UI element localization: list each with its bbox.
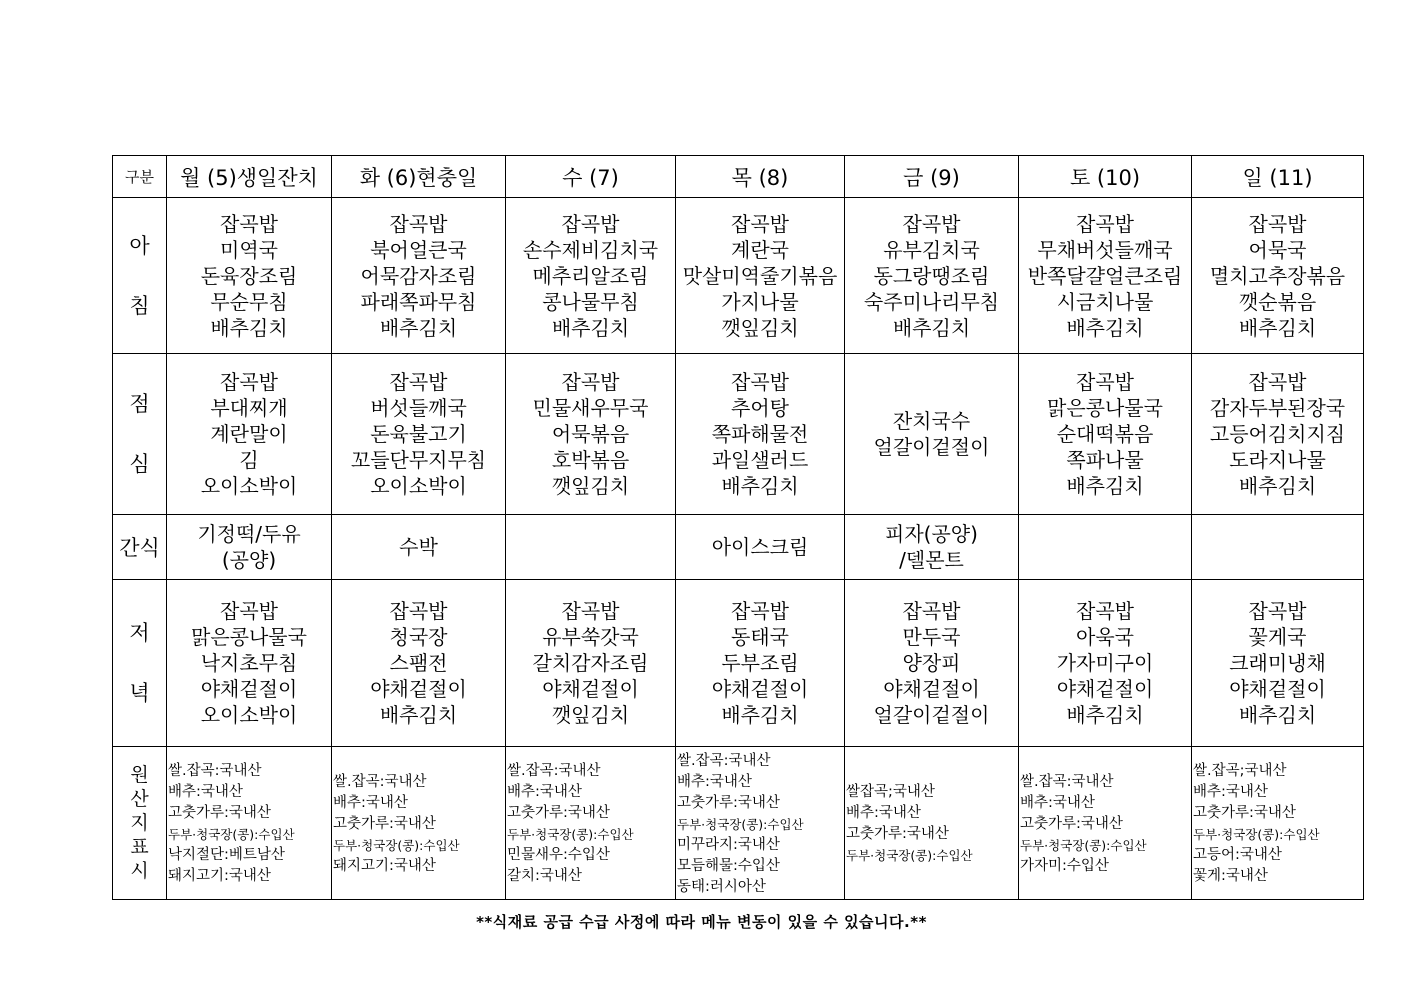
menu-item: 돈육불고기 — [370, 422, 467, 446]
origin-item: 고춧가루:국내산 — [507, 805, 610, 821]
snack-cell-fri — [845, 515, 1019, 580]
snack-cell-sat — [1019, 515, 1192, 580]
menu-item: 아이스크림 — [711, 535, 809, 559]
snack-cell-sun — [1192, 515, 1364, 580]
origin-cell-mon — [167, 747, 332, 900]
lunch-cell-tue — [332, 354, 506, 515]
origin-item: 배추:국내산 — [507, 784, 582, 800]
origin-item: 배추:국내산 — [677, 773, 752, 790]
dinner-cell-fri — [845, 580, 1019, 747]
header-day-wed: 수 (7) — [506, 156, 676, 198]
menu-item: 배추김치 — [1066, 315, 1144, 340]
menu-item: 배추김치 — [1238, 703, 1317, 727]
origin-item: 가자미:수입산 — [1020, 857, 1109, 874]
origin-item: 쌀잡곡;국내산 — [846, 784, 935, 800]
breakfast-cell-sun — [1192, 198, 1364, 354]
menu-item: 얼갈이겉절이 — [873, 703, 990, 727]
menu-item: 양장피 — [902, 651, 961, 675]
origin-cell-sun — [1192, 747, 1364, 900]
origin-cell-sat — [1019, 747, 1192, 900]
menu-item: 배추김치 — [1238, 474, 1317, 498]
breakfast-cell-tue — [332, 198, 506, 354]
origin-item: 배추:국내산 — [333, 794, 408, 811]
menu-item: 쪽파해물전 — [711, 422, 809, 446]
menu-item: 오이소박이 — [370, 474, 467, 498]
menu-item: 만두국 — [902, 625, 961, 649]
menu-item: 어묵볶음 — [551, 422, 630, 446]
menu-item: 잡곡밥 — [1248, 211, 1307, 236]
menu-item: 꼬들단무지무침 — [350, 448, 487, 472]
origin-item: 배추:국내산 — [168, 784, 243, 800]
snack-cell-mon — [167, 515, 332, 580]
menu-item: 북어얼큰국 — [370, 237, 467, 262]
origin-item: 두부·청국장(콩):수입산 — [1193, 827, 1320, 842]
origin-cell-fri — [845, 747, 1019, 900]
origin-item: 미꾸라지:국내산 — [677, 836, 780, 853]
menu-item: 아욱국 — [1076, 625, 1134, 649]
breakfast-row — [113, 198, 1364, 354]
menu-item: 잡곡밥 — [902, 211, 961, 236]
menu-item: 깻순볶음 — [1238, 289, 1317, 314]
menu-item: 잡곡밥 — [561, 370, 620, 394]
origin-item: 돼지고기:국내산 — [333, 857, 436, 874]
menu-item: 잡곡밥 — [902, 599, 961, 623]
lunch-cell-fri — [845, 354, 1019, 515]
menu-item: 잡곡밥 — [220, 599, 278, 623]
menu-item: 어묵국 — [1248, 237, 1307, 262]
origin-item: 낙지절단:베트남산 — [168, 847, 285, 863]
breakfast-cell-fri — [845, 198, 1019, 354]
weekly-menu-table — [112, 155, 1364, 900]
origin-item: 두부·청국장(콩):수입산 — [846, 848, 973, 863]
menu-item: 배추김치 — [892, 315, 971, 340]
origin-label: 원 산 지 표 시 — [113, 747, 167, 900]
menu-item: 잡곡밥 — [389, 370, 448, 394]
footnote: **식재료 공급 수급 사정에 따라 메뉴 변동이 있을 수 있습니다.** — [476, 913, 927, 931]
origin-item: 고춧가루:국내산 — [168, 805, 271, 821]
origin-item: 쌀.잡곡:국내산 — [677, 752, 771, 769]
lunch-label: 점 심 — [113, 354, 167, 515]
dinner-cell-thu — [676, 580, 845, 747]
dinner-cell-mon — [167, 580, 332, 747]
menu-item: 야채겉절이 — [1229, 677, 1326, 701]
lunch-cell-thu — [676, 354, 845, 515]
menu-item: 콩나물무침 — [542, 289, 639, 314]
origin-item: 두부·청국장(콩):수입산 — [333, 837, 460, 853]
menu-item: 얼갈이겉절이 — [873, 435, 990, 459]
header-day-fri: 금 (9) — [845, 156, 1019, 198]
menu-item: 배추김치 — [210, 315, 288, 340]
origin-item: 두부·청국장(콩):수입산 — [677, 816, 804, 832]
origin-cell-tue — [332, 747, 506, 900]
menu-item: 유부김치국 — [883, 237, 980, 262]
menu-item: 돈육장조림 — [200, 263, 298, 288]
origin-row — [113, 747, 1364, 900]
snack-cell-wed — [506, 515, 676, 580]
origin-item: 배추:국내산 — [846, 805, 921, 821]
menu-item: 잡곡밥 — [220, 211, 278, 236]
header-day-mon: 월 (5)생일잔치 — [167, 156, 332, 198]
origin-item: 고춧가루:국내산 — [333, 815, 436, 832]
header-day-tue: 화 (6)현충일 — [332, 156, 506, 198]
menu-item: 스팸전 — [389, 651, 448, 675]
menu-item: 두부조림 — [721, 651, 799, 675]
menu-item: 반쪽달걀얼큰조림 — [1027, 263, 1183, 288]
menu-item: 야채겉절이 — [200, 677, 298, 701]
menu-item: 어묵감자조림 — [360, 263, 477, 288]
menu-item: 배추김치 — [1238, 315, 1317, 340]
dinner-cell-sat — [1019, 580, 1192, 747]
origin-item: 두부·청국장(콩):수입산 — [507, 827, 634, 842]
menu-item: 민물새우무국 — [532, 396, 649, 420]
menu-item: 멸치고추장볶음 — [1209, 263, 1346, 288]
menu-item: 배추김치 — [379, 703, 458, 727]
menu-item: 잡곡밥 — [561, 211, 620, 236]
menu-item: 추어탕 — [731, 396, 789, 420]
menu-item: 크래미냉채 — [1229, 651, 1326, 675]
header-day-sun: 일 (11) — [1192, 156, 1364, 198]
origin-item: 쌀.잡곡:국내산 — [333, 773, 427, 790]
menu-item: 배추김치 — [1066, 474, 1144, 498]
menu-item: 잡곡밥 — [1076, 370, 1134, 394]
menu-item: 갈치감자조림 — [532, 651, 649, 675]
menu-item: 배추김치 — [551, 315, 630, 340]
menu-item: 순대떡볶음 — [1056, 422, 1154, 446]
menu-item: 무순무침 — [210, 289, 288, 314]
origin-item: 고춧가루:국내산 — [1193, 805, 1296, 821]
menu-item: 배추김치 — [1066, 703, 1144, 727]
menu-item: 잡곡밥 — [389, 599, 448, 623]
menu-item: 동그랑땡조림 — [873, 263, 990, 288]
menu-item: 동태국 — [731, 625, 789, 649]
snack-row — [113, 515, 1364, 580]
menu-item: 잡곡밥 — [731, 599, 789, 623]
origin-item: 고춧가루:국내산 — [677, 794, 780, 811]
dinner-cell-wed — [506, 580, 676, 747]
menu-item: 계란말이 — [210, 422, 288, 446]
menu-item: 배추김치 — [721, 703, 799, 727]
menu-item: 수박 — [399, 535, 438, 559]
menu-item: 맑은콩나물국 — [191, 625, 307, 649]
origin-item: 쌀.잡곡:국내산 — [507, 763, 601, 779]
menu-item: 호박볶음 — [551, 448, 630, 472]
origin-item: 두부·청국장(콩):수입산 — [168, 827, 295, 842]
origin-item: 두부·청국장(콩):수입산 — [1020, 837, 1147, 853]
origin-item: 고등어:국내산 — [1193, 847, 1282, 863]
origin-item: 모듬해물:수입산 — [677, 857, 780, 874]
snack-cell-thu — [676, 515, 845, 580]
menu-item: 쪽파나물 — [1066, 448, 1144, 472]
menu-item: 고등어김치지짐 — [1209, 422, 1346, 446]
snack-label: 간식 — [113, 515, 167, 580]
menu-item: 잡곡밥 — [1076, 599, 1134, 623]
menu-item: 꽃게국 — [1248, 625, 1307, 649]
menu-item: 무채버섯들깨국 — [1037, 237, 1173, 262]
origin-item: 동태:러시아산 — [677, 878, 766, 895]
menu-item: 야채겉절이 — [1056, 677, 1154, 701]
menu-item: 유부쑥갓국 — [542, 625, 639, 649]
menu-item: /델몬트 — [899, 548, 964, 572]
origin-item: 꽃게:국내산 — [1193, 868, 1268, 884]
menu-item: (공양) — [221, 548, 277, 572]
menu-item: 계란국 — [731, 237, 789, 262]
origin-item: 돼지고기:국내산 — [168, 868, 271, 884]
menu-item: 배추김치 — [379, 315, 458, 340]
header-day-sat: 토 (10) — [1019, 156, 1192, 198]
menu-item: 메추리알조림 — [532, 263, 649, 288]
menu-item: 잡곡밥 — [731, 211, 789, 236]
lunch-cell-wed — [506, 354, 676, 515]
origin-item: 배추:국내산 — [1020, 794, 1095, 811]
breakfast-cell-thu — [676, 198, 845, 354]
origin-item: 민물새우:수입산 — [507, 847, 610, 863]
origin-item: 고춧가루:국내산 — [846, 826, 949, 842]
origin-item: 배추:국내산 — [1193, 784, 1268, 800]
origin-item: 쌀.잡곡;국내산 — [1193, 763, 1287, 779]
menu-item: 시금치나물 — [1056, 289, 1154, 314]
menu-item: 잡곡밥 — [389, 211, 448, 236]
breakfast-cell-sat — [1019, 198, 1192, 354]
menu-item: 잡곡밥 — [731, 370, 789, 394]
menu-item: 잡곡밥 — [1248, 370, 1307, 394]
origin-item: 갈치:국내산 — [507, 868, 582, 884]
menu-item: 야채겉절이 — [370, 677, 467, 701]
menu-item: 깻잎김치 — [551, 703, 630, 727]
menu-item: 부대찌개 — [210, 396, 288, 420]
breakfast-cell-mon — [167, 198, 332, 354]
header-day-thu: 목 (8) — [676, 156, 845, 198]
menu-item: 가자미구이 — [1056, 651, 1154, 675]
breakfast-cell-wed — [506, 198, 676, 354]
origin-item: 쌀.잡곡:국내산 — [168, 763, 262, 779]
menu-item: 버섯들깨국 — [370, 396, 467, 420]
origin-cell-wed — [506, 747, 676, 900]
breakfast-label: 아 침 — [113, 198, 167, 354]
menu-item: 도라지나물 — [1229, 448, 1326, 472]
header-row — [113, 156, 1364, 198]
dinner-cell-sun — [1192, 580, 1364, 747]
menu-item: 맛살미역줄기볶음 — [682, 263, 838, 288]
lunch-row — [113, 354, 1364, 515]
menu-item: 야채겉절이 — [711, 677, 809, 701]
header-corner: 구분 — [113, 156, 167, 198]
menu-item: 배추김치 — [721, 474, 799, 498]
menu-item: 야채겉절이 — [883, 677, 980, 701]
menu-item: 손수제비김치국 — [522, 237, 659, 262]
menu-item: 피자(공양) — [885, 522, 978, 546]
menu-item: 미역국 — [220, 237, 278, 262]
menu-item: 잡곡밥 — [220, 370, 278, 394]
menu-item: 야채겉절이 — [542, 677, 639, 701]
origin-item: 고춧가루:국내산 — [1020, 815, 1123, 832]
menu-item: 감자두부된장국 — [1209, 396, 1346, 420]
snack-cell-tue — [332, 515, 506, 580]
menu-item: 과일샐러드 — [711, 448, 809, 472]
menu-item: 깻잎김치 — [551, 474, 630, 498]
menu-item: 청국장 — [389, 625, 448, 649]
menu-item: 김 — [239, 448, 259, 472]
menu-item: 기정떡/두유 — [197, 522, 301, 546]
menu-item: 잡곡밥 — [1076, 211, 1134, 236]
lunch-cell-sat — [1019, 354, 1192, 515]
menu-item: 깻잎김치 — [721, 315, 799, 340]
lunch-cell-mon — [167, 354, 332, 515]
menu-item: 잡곡밥 — [561, 599, 620, 623]
menu-item: 숙주미나리무침 — [863, 289, 1000, 314]
menu-item: 파래쪽파무침 — [360, 289, 477, 314]
dinner-row — [113, 580, 1364, 747]
menu-item: 오이소박이 — [200, 703, 298, 727]
origin-cell-thu — [676, 747, 845, 900]
origin-item: 쌀.잡곡:국내산 — [1020, 773, 1114, 790]
menu-item: 가지나물 — [721, 289, 799, 314]
dinner-label: 저 녁 — [113, 580, 167, 747]
dinner-cell-tue — [332, 580, 506, 747]
lunch-cell-sun — [1192, 354, 1364, 515]
menu-item: 잔치국수 — [892, 409, 971, 433]
menu-item: 낙지초무침 — [200, 651, 298, 675]
menu-item: 잡곡밥 — [1248, 599, 1307, 623]
menu-item: 오이소박이 — [200, 474, 298, 498]
menu-item: 맑은콩나물국 — [1047, 396, 1163, 420]
